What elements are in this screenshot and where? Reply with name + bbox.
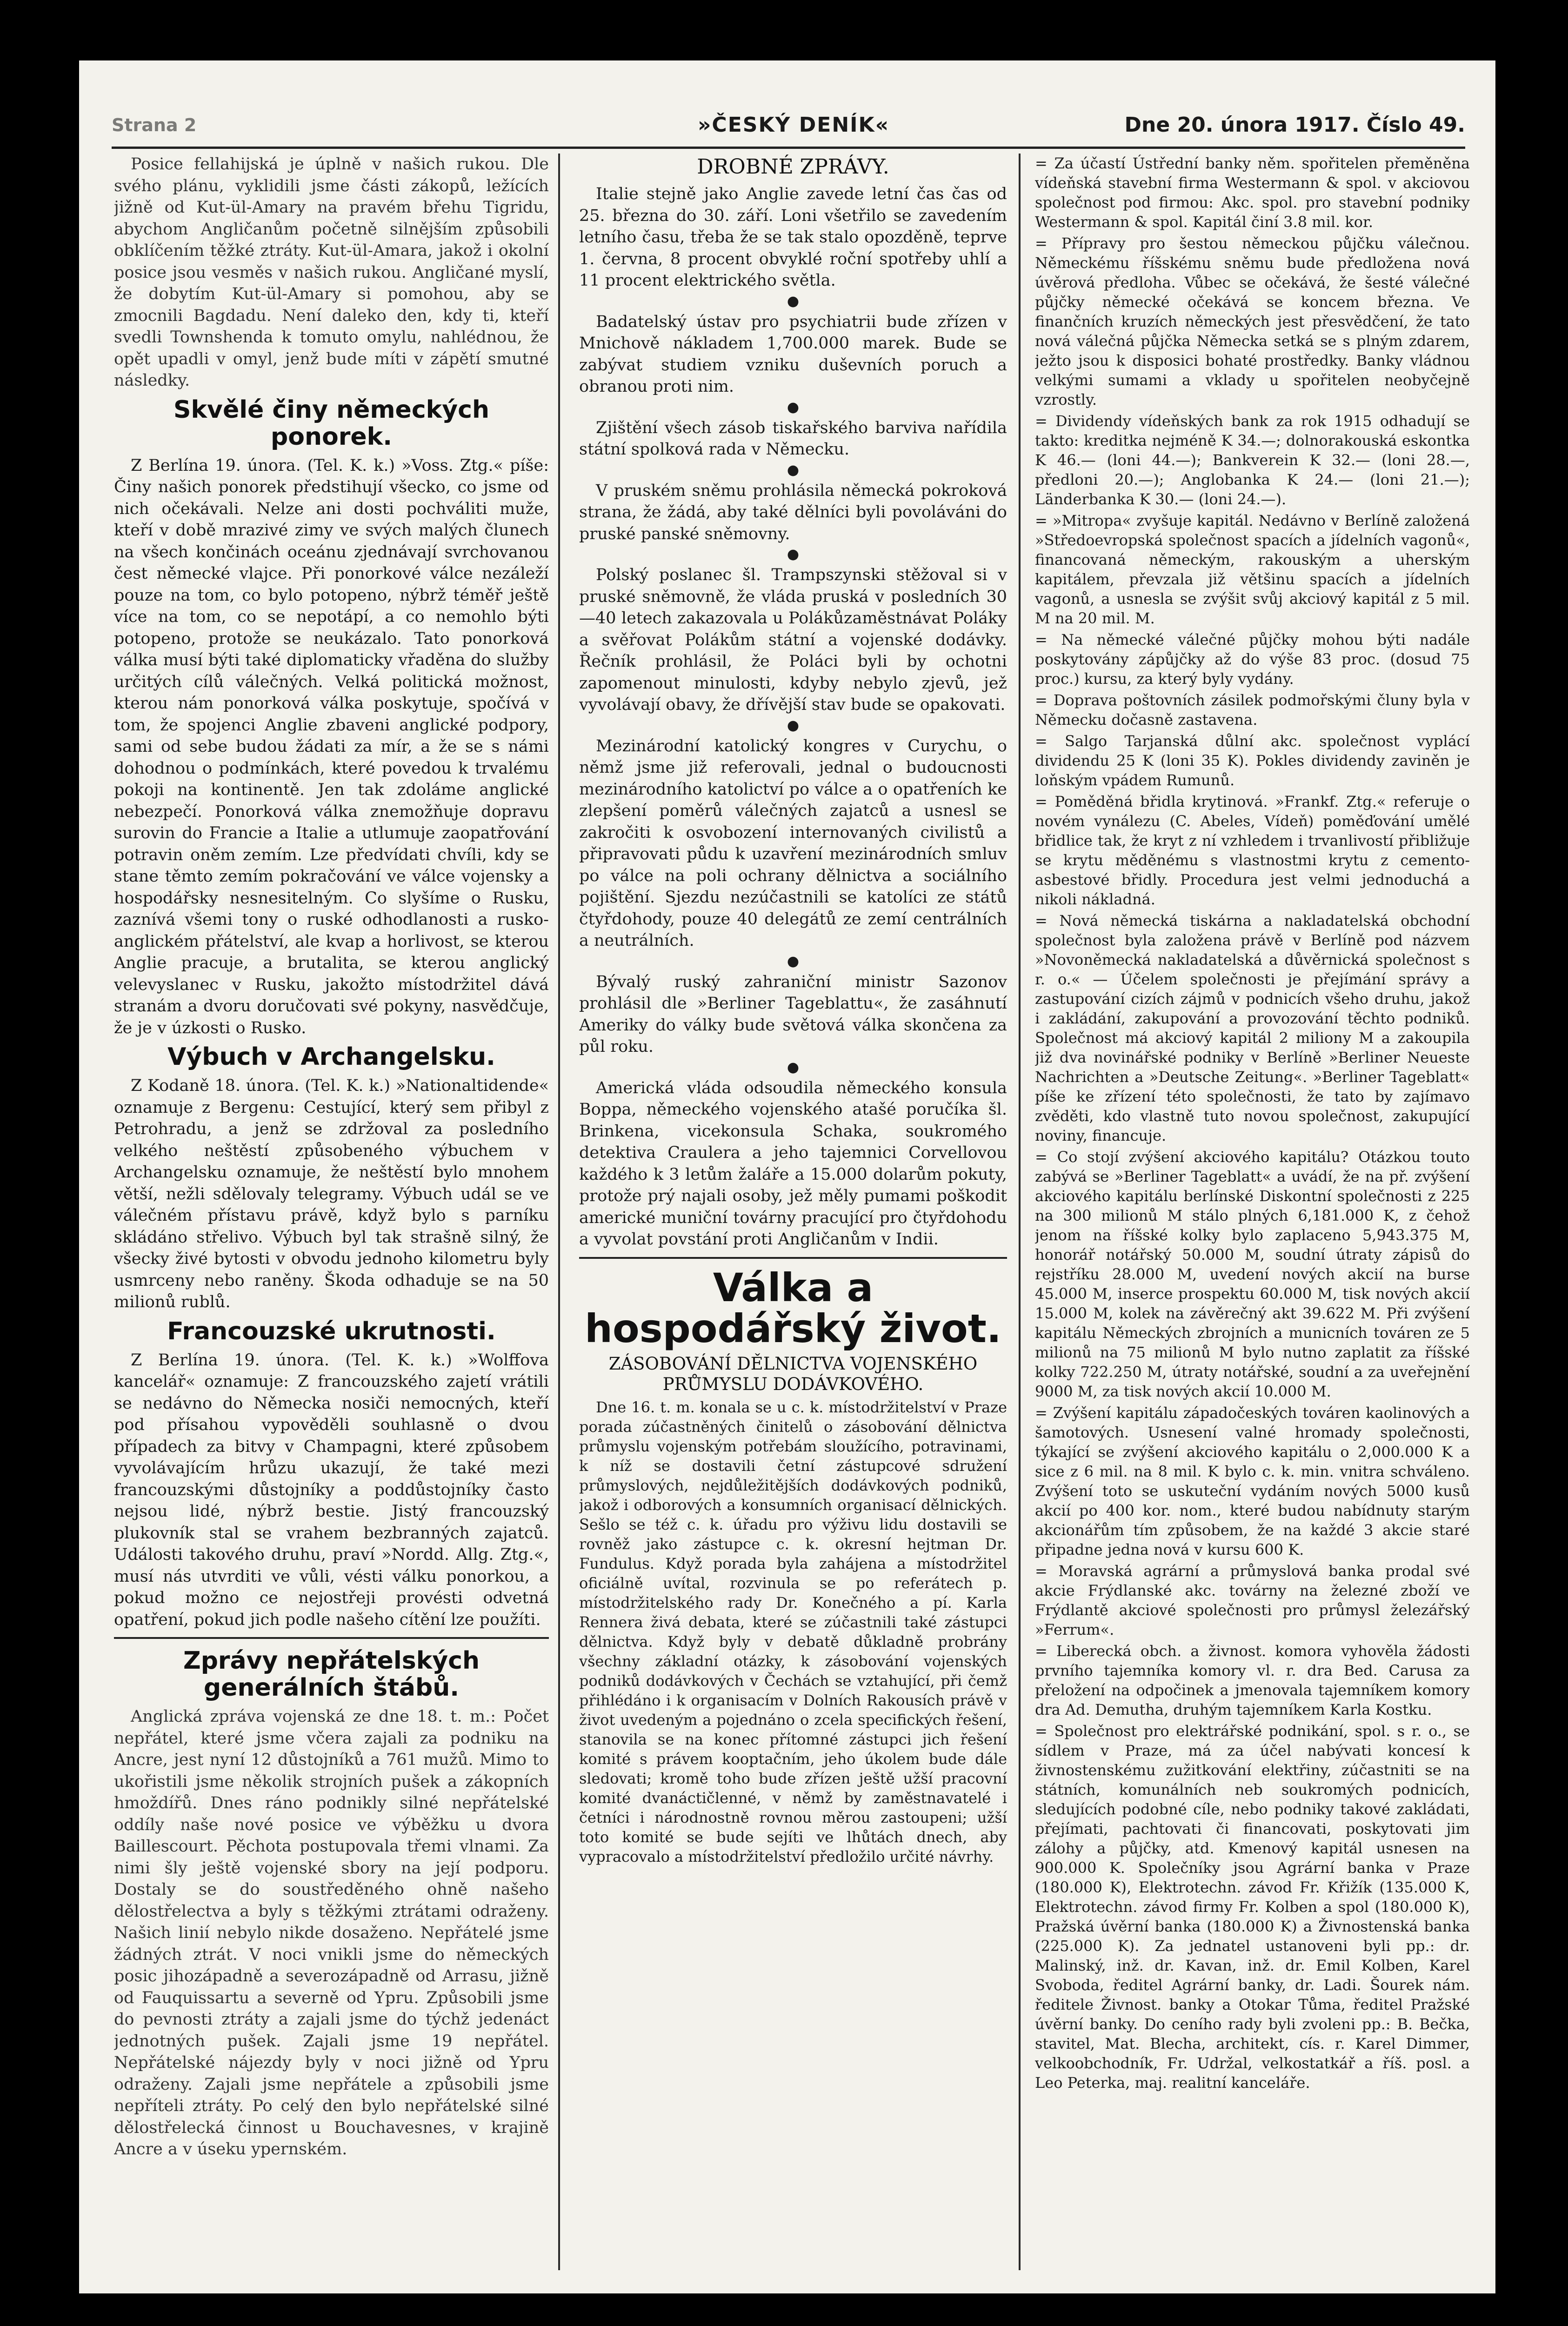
article-paragraph: Anglická zpráva vojenská ze dne 18. t. m.: Počet nepřátel, které jsme včera zajali za podniku na Ancre, jest nyní 12 důstojníků a 761 mužů. Mimo to ukořistili jsme několik strojních pušek a zákopních hmoždířů. Dnes ráno podnikly silné nepřátelské oddíly naše nové posice ve výběžku u dvora Baillescourt. Pěchota postupovala třemi vlnami. Za nimi šly ještě vojenské sbory na její podporu. Dostaly se do soustředěného ohně našeho dělostřelectva a byly s těžkými ztrátami odraženy. Našich linií nebylo nikde dosaženo. Nepřátelé jsme žádných ztrát. V noci vnikli jsme do německých posic jihozápadně a severozápadně od Arrasu, jižně od Fauquissartu a severně od Ypru. Způsobili jsme do pevnosti ztráty a zajali jsme do týchž jedenáct jednotných pušek. Zajali jsme 19 nepřátel. Nepřátelské nájezdy byly v noci jižně od Ypru odraženy. Zajali jsme nepřátele a způsobili jsme nepříteli ztráty. Po celý den bylo nepřátelské silné dělostřelecká činnost u Bouchavesnes, v krajině Ancre a v úseku ypernském. <box>114 1707 549 2159</box>
economic-item: = Společnost pro elektrářské podnikání, spol. s r. o., se sídlem v Praze, má za účel nabývati koncesí k živnostenskému zužitkování elektřiny, zúčastniti se na státních, komunálních neb soukromých podnicích, sledujících podobné cíle, nebo podniky takové zakládati, přejímati, pachtovati či financovati, poskytovati jim zálohy a půjčky, atd. Kmenový kapitál usnesen na 900.000 K. Společníky jsou Agrární banka v Praze (180.000 K), Elektrotechn. závod Fr. Křižík (135.000 K, Elektrotechn. závod firmy Fr. Kolben a spol (180.000 K), Pražská úvěrní banka (180.000 K) a Živnostenská banka (225.000 K). Za jednatel ustanoveni byli pp.: dr. Malinský, inž. dr. Kavan, inž. dr. Emil Kolben, Karel Svoboda, ředitel Agrární banky, dr. Ladi. Šourek nám. ředitele Živnost. banky a Otokar Tůma, ředitel Pražské úvěrní banky. Do ceního rady byli zvoleni pp.: B. Bečka, stavitel, Mat. Blecha, architekt, cís. r. Karel Dimmer, velkoobchodník, Fr. Udržal, velkostatkář a říš. posl. a Leo Peterka, maj. realitní kanceláře. <box>1035 1722 1470 2092</box>
subheadline-zasobovani: ZÁSOBOVÁNÍ DĚLNICTVA VOJENSKÉHO PRŮMYSLU DODÁVKOVÉHO. <box>608 1353 978 1394</box>
headline-vybuch: Výbuch v Archangelsku. <box>167 1043 495 1071</box>
bullet-separator: ● <box>787 293 800 309</box>
headline-francouzske: Francouzské ukrutnosti. <box>167 1317 496 1345</box>
news-item: Bývalý ruský zahraniční ministr Sazonov prohlásil dle »Berliner Tageblattu«, že zasáhnutí Ameriky do války bude světová válka skončena za půl roku. <box>579 972 1007 1056</box>
page-header <box>112 109 1465 149</box>
article-paragraph: Posice fellahijská je úplně v našich rukou. Dle svého plánu, vyklidili jsme části zákopů, ležících jižně od Kut-ül-Amary na pravém břehu Tigridu, abychom Angličanům početně silnějším způsobili obklíčením těžké ztráty. Kut-ül-Amara, jakož i okolní posice jsou vesměs v našich rukou. Angličané myslí, že dobytím Kut-ül-Amary si pomohou, aby se zmocnili Bagdadu. Není daleko den, kdy ti, kteří svedli Townshenda k tomuto omylu, nahlédnou, že opět upadli v omyl, jenž bude míti v zápětí smutné následky. <box>114 155 549 390</box>
news-item: Badatelský ústav pro psychiatrii bude zřízen v Mnichově nákladem 1,700.000 marek. Bude se zabývat studiem vzniku duševních poruch a obranou proti nim. <box>579 312 1007 396</box>
news-item: Italie stejně jako Anglie zavede letní čas čas od 25. března do 30. září. Loni všetřilo se zavedením letního času, třeba že se tak stalo opozděně, teprve 1. června, 8 procent obvyklé roční spotřeby uhlí a 11 procent elektrického světla. <box>579 185 1007 290</box>
headline-valka-hospodarsky-zivot: Válka a hospodářský život. <box>585 1264 1001 1351</box>
column-rule <box>558 154 560 2270</box>
economic-item: = Salgo Tarjanská důlní akc. společnost vyplácí dividendu 25 K (loni 35 K). Pokles dividendy zaviněn je loňským vpádem Rumunů. <box>1035 732 1470 789</box>
economic-item: = Zvýšení kapitálu západočeských továren kaolinových a šamotových. Usnesení valné hromady společnosti, týkající se zvýšení akciového kapitálu o 2,000.000 K a sice z 6 mil. na 8 mil. K bylo c. k. min. vnitra schváleno. Zvýšení toto se uskuteční vydáním nových 5000 kusů akcií po 400 kor. nom., které budou nabídnuty starým akcionářům tím způsobem, že na každé 3 akcie staré připadne jedna nová v kursu 600 K. <box>1035 1404 1470 1558</box>
masthead: »ČESKÝ DENÍK« <box>698 113 890 137</box>
bullet-separator: ● <box>787 546 800 562</box>
economic-item: = Nová německá tiskárna a nakladatelská obchodní společnost byla založena právě v Berlíně pod názvem »Novoněmecká nakladatelská a důvěrnická společnost s r. o.« — Účelem společnosti je přejímání správy a zastupování cizích zájmů v podnicích všeho druhu, jakož i zakládání, zakupování a provozování těchto podniků. Společnost má akciový kapitál 2 miliony M a zakoupila již dva novinářské podniky v Berlíně »Berliner Neueste Nachrichten a »Deutsche Zeitung«. »Berliner Tageblatt« píše ke zřízení této společnosti, že tato by zajímavo zvěděti, kdo vlastně tuto novou společnost, zakupující noviny, financuje. <box>1035 912 1470 1144</box>
economic-item: = Na německé válečné půjčky mohou býti nadále poskytovány zápůjčky až do výše 83 proc. (dosud 75 proc.) kursu, za který byly vydány. <box>1035 631 1470 688</box>
news-item: V pruském sněmu prohlásila německá pokroková strana, že žádá, aby také dělníci byli povoláváni do pruské panské sněmovny. <box>579 481 1007 543</box>
issue-date: Dne 20. února 1917. Číslo 49. <box>1124 113 1465 137</box>
economic-item: = Doprava poštovních zásilek podmořskými čluny byla v Německu dočasně zastavena. <box>1035 691 1470 729</box>
economic-item: = Dividendy vídeňských bank za rok 1915 odhadují se takto: kreditka nejméně K 34.—; dolnorakouská eskontka K 46.— (loni 44.—); Bankverein K 32.— (loni 28.—, předloni 20.—); Anglobanka K 24.— (loni 21.—); Länderbanka K 30.— (loni 24.—). <box>1035 412 1470 508</box>
section-divider <box>114 1637 549 1639</box>
article-paragraph: Dne 16. t. m. konala se u c. k. místodržitelství v Praze porada zúčastněných činitelů o zásobování dělnictva průmyslu vojenským potřebám sloužícího, potravinami, k níž se dostavili četní zástupcové sdružení průmyslových, nejdůležitějších dodávkových podniků, jakož i odborových a konsumních organisací dělnických. Sešlo se též c. k. úřadu pro výživu lidu dostavili se rovněž jako zástupce c. k. okresní hejtman Dr. Fundulus. Když porada byla zahájena a místodržitel oficiálně uvítal, rozvinula se po referátech p. místodržitelského rady Dr. Konečného a pí. Karla Rennera živá debata, které se zúčastnili také zástupci dělnictva. Když byly v debatě důkladně probrány všechny základní otázky, k zásobování vojenských podniků dodávkových v Čechách se vztahující, při čemž přihlédáno i k organisacím v Dolních Rakousích právě v život uvedeným a pojednáno o zcela specifických řešení, stanovila se na konec přítomné zástupci jich řešení komité s právem kooptačním, jeho úkolem bude dále sledovati; kromě toho bude zřízen ještě užší pracovní komité dvanáctičlenné, v němž by zaměstnavatelé i četníci i národnostně rovnou měrou zastoupeni; užší toto komité se bude sejíti ve lhůtách dnech, aby vypracovalo a místodržitelství předložilo určité návrhy. <box>579 1398 1007 1865</box>
article-paragraph: Z Berlína 19. února. (Tel. K. k.) »Voss. Ztg.« píše: Činy našich ponorek předstihují všecko, co jsme od nich očekávali. Nelze ani dosti pochváliti muže, kteří v době mrazivé zimy ve svých malých člunech na všech končinách oceánu zjednávají svrchovanou čest německé vlajce. Při ponorkové válce nezáleží pouze na tom, co bylo potopeno, nýbrž téměř ještě více na tom, co se nepotápí, a co nemohlo býti potopeno, protože se neukázalo. Tato ponorková válka musí býti také diplomaticky vřaděna do služby určitých cílů válečných. Velká politická možnost, kterou nám ponorková válka poskytuje, spočívá v tom, že spojenci Anglie zbaveni anglické podpory, sami od sebe budou žádati za mír, a že se s námi dohodnou o podmínkách, které povedou k trvalému pokoji na kontinentě. Jen tak zdoláme anglické nebezpečí. Ponorková válka znemožňuje dopravu surovin do Francie a Italie a utlumuje zaopatřování potravin oněm zemím. Lze předvídati chvíli, kdy se stane těmto zemím pokračování ve válce vojensky a hospodářsky nesnesitelným. Co slyšíme o Rusku, zaznívá všemi tony o ruské odhodlanosti a rusko-anglickém přátelství, ale kvap a horlivost, se kterou Anglie pracuje, a brutalita, se kterou anglický velevyslanec v Rusku, jakožto místodržitel dává stranám a dvoru doručovati své pokyny, nasvědčuje, že je v úzkosti o Rusko. <box>114 456 549 1037</box>
bullet-separator: ● <box>787 1059 800 1076</box>
newspaper-page <box>79 60 1495 2293</box>
column-left <box>114 154 549 2275</box>
column-middle <box>579 154 1007 2275</box>
headline-zpravy: Zprávy nepřátelských generálních štábů. <box>183 1647 480 1702</box>
economic-item: = Liberecká obch. a živnost. komora vyhověla žádosti prvního tajemníka komory vl. r. dra Bed. Carusa za přeložení na odpočinek a jmenovala tajemníkem komory dra Ad. Demutha, druhým tajemníkem Karla Kostku. <box>1035 1642 1470 1718</box>
page-number: Strana 2 <box>112 115 197 135</box>
headline-drobne-zpravy: DROBNÉ ZPRÁVY. <box>697 155 889 179</box>
column-rule <box>1019 154 1021 2270</box>
economic-item: = Poměděná břidla krytinová. »Frankf. Ztg.« referuje o novém vynálezu (C. Abeles, Vídeň) poměďování umělé břidlice tak, že kryt z ní vzhledem i trvanlivostí přibližuje se krytu měděnému s vlastnostmi krytu z cemento-asbestové břidly. Procedura jest velmi jednoduchá a nikoli nákladná. <box>1035 793 1470 908</box>
economic-item: = Za účastí Ústřední banky něm. spořitelen přeměněna vídeňská stavební firma Westermann & spol. v akciovou společnost pod firmou: Akc. spol. pro stavební podniky Westermann & spol. Kapitál činí 3.8 mil. kor. <box>1035 154 1470 231</box>
bullet-separator: ● <box>787 717 800 734</box>
news-item: Polský poslanec šl. Trampszynski stěžoval si v pruské sněmovně, že vláda pruská v posledních 30—40 letech zakazovala u Polákůzaměstnávat Poláky a svěřovat Polákům státní a vojenské dodávky. Řečník prohlásil, že Poláci byli by ochotni zapomenout minulosti, kdyby nebylo zjevů, jež vyvolávají obavy, že dřívější stav bude se opakovati. <box>579 566 1007 714</box>
economic-item: = »Mitropa« zvyšuje kapitál. Nedávno v Berlíně založená »Středoevropská společnost spacích a jídelních vagonů«, financovaná německým, rakouským a uherským kapitálem, převzala již většinu spacích a jídelních vagonů, a usnesla se zvýšit svůj akciový kapitál z 5 mil. M na 20 mil. M. <box>1035 512 1470 627</box>
economic-item: = Moravská agrární a průmyslová banka prodal své akcie Frýdlanské akc. továrny na železné zboží ve Frýdlantě akciové společnosti pro průmysl železářský »Ferrum«. <box>1035 1562 1470 1638</box>
article-paragraph: Z Berlína 19. února. (Tel. K. k.) »Wolffova kancelář« oznamuje: Z francouzského zajetí vrátili se nedávno do Německa nosiči nemocných, kteří pod přísahou vypověděli souhlasně o dvou případech za bitvy v Champagni, které způsobem vyvolávajícím hrůzu ukazují, že také mezi francouzskými důstojníky a poddůstojníky často nejsou lidé, nýbrž bestie. Jistý francouzský plukovník stal se vrahem bezbranných zajatců. Události takového druhu, praví »Nordd. Allg. Ztg.«, musí nás utvrditi ve vůli, vésti válku ponorkou, a pokud možno ce nejostřeji provésti odvetná opatření, pokud jich podle našeho cítění lze použíti. <box>114 1350 549 1629</box>
news-item: Zjištění všech zásob tiskařského barviva nařídila státní spolková rada v Německu. <box>579 418 1007 459</box>
bullet-separator: ● <box>787 399 800 415</box>
section-divider <box>579 1257 1007 1259</box>
news-item: Americká vláda odsoudila německého konsula Boppa, německého vojenského atašé poručíka šl. Brinkena, vicekonsula Schaka, soukromého detektiva Craulera a jeho tajemnici Corvellovou každého k 3 letům žaláře a 15.000 dolarům pokuty, protože prý najali osoby, jež měly pumami poškodit americké muniční továrny pracující pro čtyřdohodu a vyvolat povstání proti Angličanům v Indii. <box>579 1078 1007 1249</box>
economic-item: = Co stojí zvýšení akciového kapitálu? Otázkou touto zabývá se »Berliner Tageblatt« a uvádí, že na př. zvýšení akciového kapitálu berlínské Diskontní společnosti z 225 na 300 milionů M stálo plných 6,181.000 K, z čehož jenom na říšské kolky bylo zaplaceno 5,943.375 M, honorář notářský 50.000 M, soudní útraty zápisů do rejstříku 28.000 M, uvedení nových akcií na burse 45.000 M, inserce prospektu 60.000 M, tisk nových akcií 15.000 M, kolek na závěrečný akt 39.622 M. Při zvýšení kapitálu Německých zbrojních a municních továren ze 5 milionů na 75 milionů M bylo nutno zaplatit za říšské kolky 722.250 M, útraty notářské, soudní a za uveřejnění 9000 M, za tisk nových akcií 10.000 M. <box>1035 1148 1470 1400</box>
economic-item: = Přípravy pro šestou německou půjčku válečnou. Německému říšskému sněmu bude předložena nová úvěrová předloha. Vůbec se očekává, že šesté válečné půjčky německé očekává se koncem března. Ve finančních kruzích německých jest přesvědčení, že tato nová válečná půjčka Německa setká se s plným zdarem, ježto jsou k disposici bohaté prostředky. Banky vládnou velkými sumami a vklady u spořitelen neobyčejně vzrostly. <box>1035 234 1470 408</box>
bullet-separator: ● <box>787 461 800 478</box>
news-item: Mezinárodní katolický kongres v Curychu, o němž jsme již referovali, jednal o budoucnosti mezinárodního katolictví po válce a o opatřeních ke zlepšení poměrů válečných zajatců a usnesl se zakročiti k osvobození internovaných civilistů a připravovati půdu k uzavření mezinárodních smluv po válce na poli ochrany dělnictva a sociálního pojištění. Sjezdu nezúčastnili se katolíci ze států čtyřdohody, pouze 40 delegátů ze zemí centrálních a neutrálních. <box>579 736 1007 950</box>
headline-ponorek: Skvělé činy německých ponorek. <box>173 395 489 451</box>
article-paragraph: Z Kodaně 18. února. (Tel. K. k.) »Nationaltidende« oznamuje z Bergenu: Cestující, který sem přibyl z Petrohradu, a jenž se zdržoval za posledního velkého neštěstí způsobeného výbuchem v Archangelsku oznamuje, že neštěstí bylo mnohem větší, nežli sdělovaly telegramy. Výbuch udál se ve válečném přístavu právě, když bylo s parníku skládáno střelivo. Výbuch byl tak strašně silný, že všecky živé bytosti v obvodu jednoho kilometru byly usmrceny nebo raněny. Škoda odhaduje se na 50 milionů rublů. <box>114 1076 549 1311</box>
bullet-separator: ● <box>787 953 800 969</box>
column-right <box>1035 154 1470 2275</box>
